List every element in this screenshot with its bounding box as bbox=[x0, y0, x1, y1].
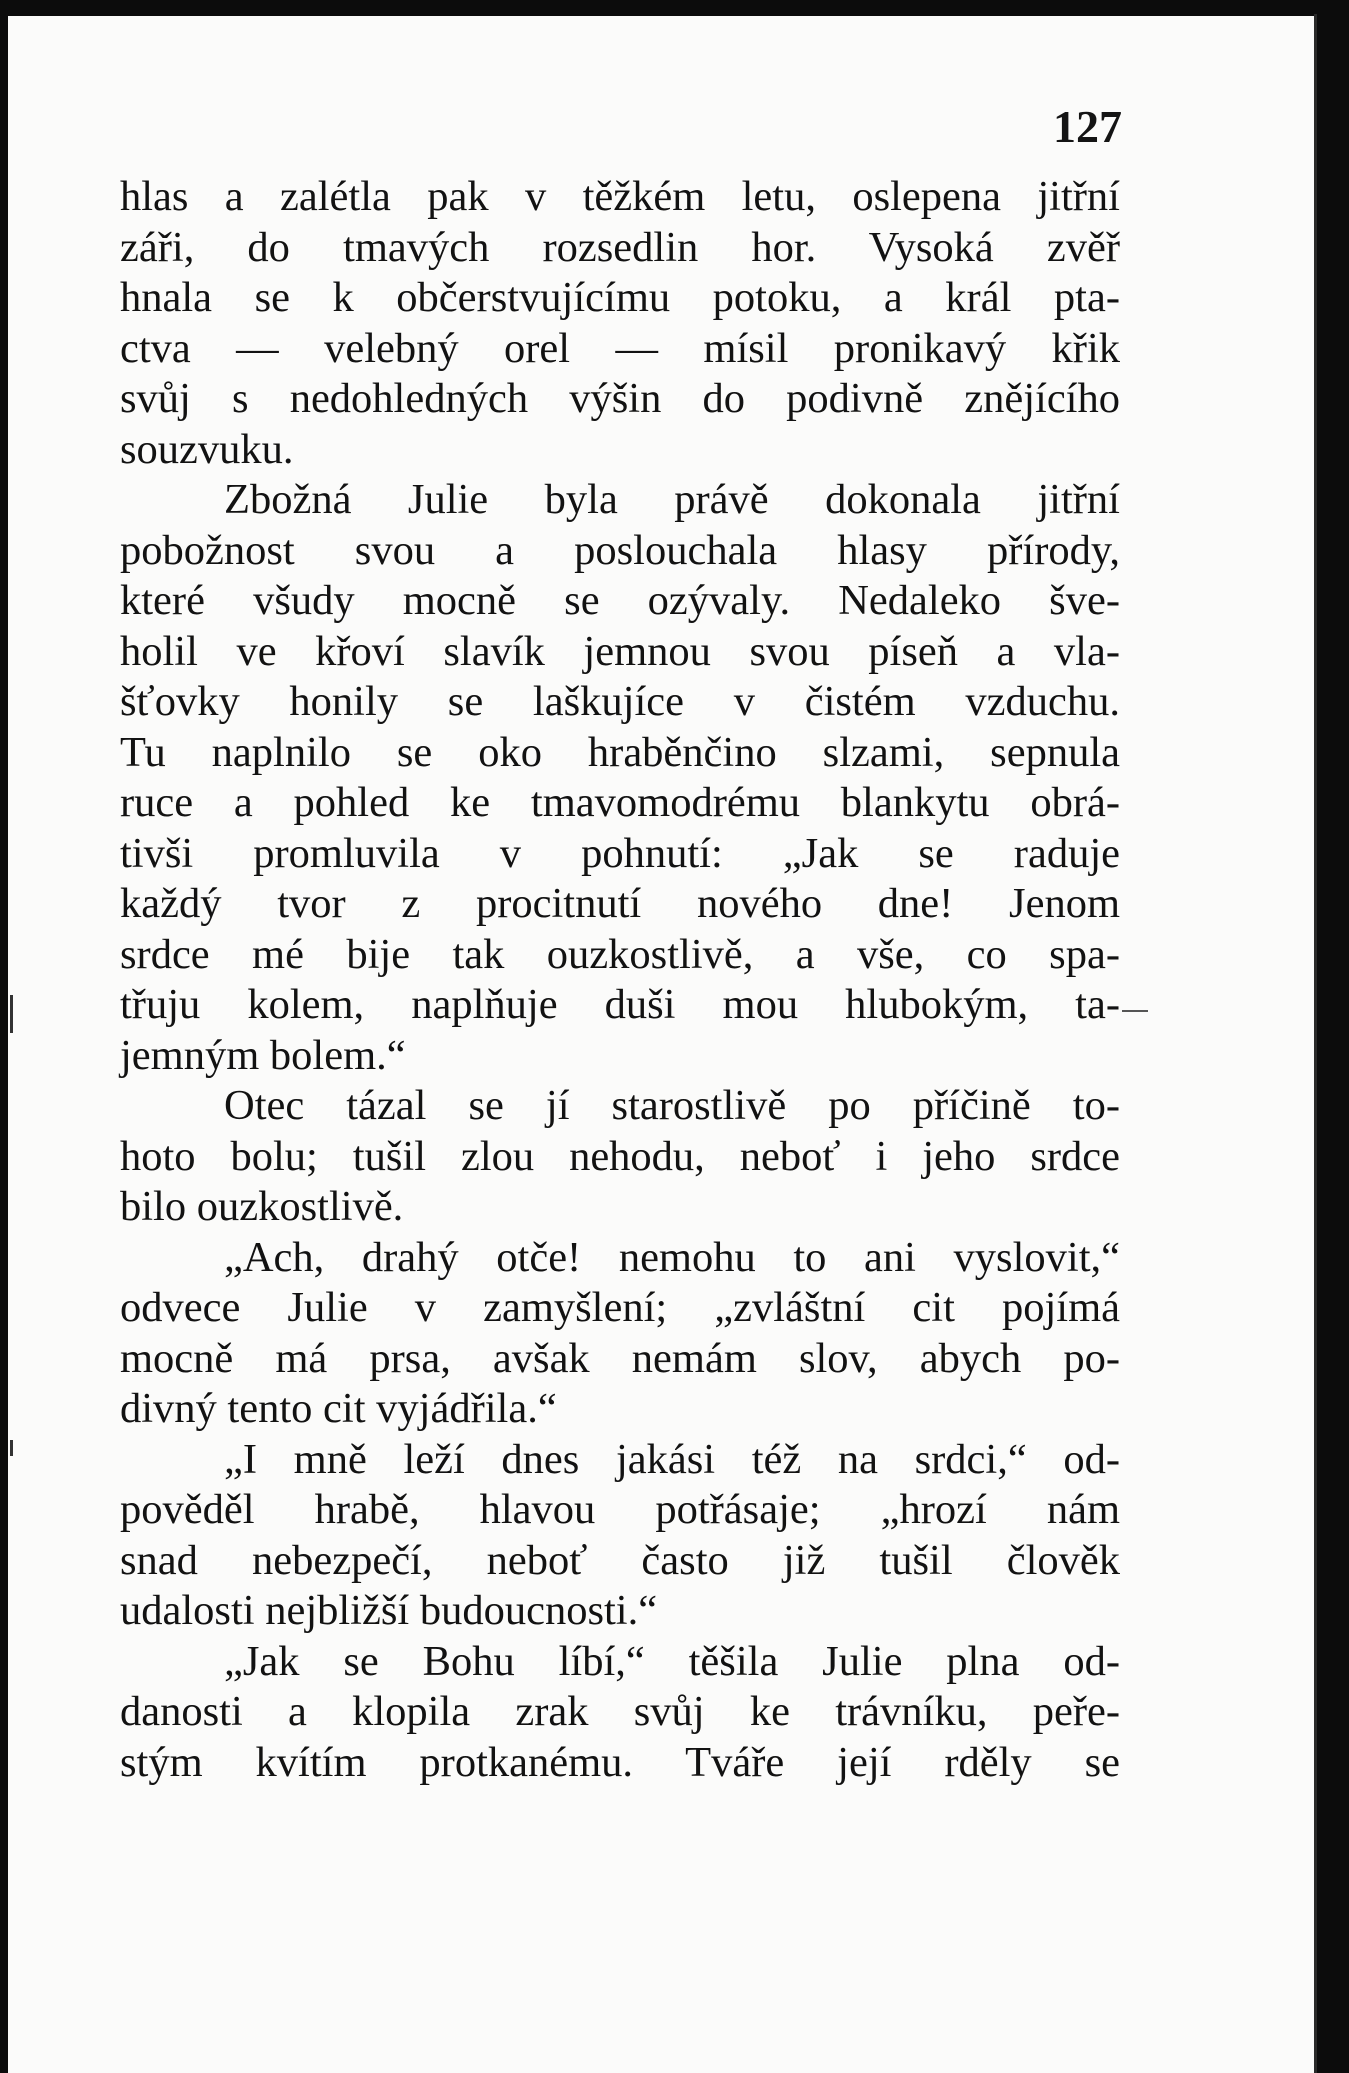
text-line: ctva — velebný orel — mísil pronikavý křik bbox=[120, 324, 1120, 372]
page-number: 127 bbox=[1053, 101, 1122, 152]
text-line: holil ve křoví slavík jemnou svou píseň a vla- bbox=[120, 627, 1120, 675]
text-line: bilo ouzkostlivě. bbox=[120, 1183, 404, 1230]
text-line: každý tvor z procitnutí nového dne! Jenom bbox=[120, 880, 1120, 927]
text-line: pověděl hrabě, hlavou potřásaje; „hrozí nám bbox=[120, 1486, 1120, 1533]
text-line: Otec tázal se jí starostlivě po příčině to- bbox=[224, 1082, 1120, 1129]
text-line: „I mně leží dnes jakási též na srdci,“ od- bbox=[224, 1435, 1120, 1483]
text-line: souzvuku. bbox=[120, 425, 294, 473]
text-line: divný tento cit vyjádřila.“ bbox=[120, 1385, 557, 1432]
text-line: jemným bolem.“ bbox=[120, 1031, 406, 1079]
text-line: které všudy mocně se ozývaly. Nedaleko šve- bbox=[120, 577, 1120, 624]
text-line: „Jak se Bohu líbí,“ těšila Julie plna od- bbox=[224, 1637, 1120, 1685]
scan-border-right bbox=[1317, 0, 1349, 2073]
body-text bbox=[120, 172, 1120, 1788]
stray-dash-mark bbox=[1122, 1010, 1148, 1012]
text-line: srdce mé bije tak ouzkostlivě, a vše, co spa- bbox=[120, 930, 1120, 978]
text-line: hoto bolu; tušil zlou nehodu, neboť i jeho srdce bbox=[120, 1132, 1120, 1180]
text-line: pobožnost svou a poslouchala hlasy přírody, bbox=[120, 526, 1120, 574]
text-line: svůj s nedohledných výšin do podivně znějícího bbox=[120, 375, 1120, 422]
margin-mark bbox=[10, 1440, 13, 1456]
scan-page-edge bbox=[1314, 14, 1317, 2073]
text-line: záři, do tmavých rozsedlin hor. Vysoká zvěř bbox=[120, 223, 1120, 271]
text-line: ruce a pohled ke tmavomodrému blankytu obrá- bbox=[120, 779, 1120, 826]
text-line: danosti a klopila zrak svůj ke trávníku, peře- bbox=[120, 1688, 1120, 1735]
text-line: hlas a zalétla pak v těžkém letu, oslepena jitřní bbox=[120, 173, 1120, 220]
text-line: hnala se k občerstvujícímu potoku, a král pta- bbox=[120, 274, 1120, 321]
text-line: šťovky honily se laškujíce v čistém vzduchu. bbox=[120, 678, 1120, 725]
text-line: udalosti nejbližší budoucnosti.“ bbox=[120, 1587, 658, 1634]
text-line: Zbožná Julie byla právě dokonala jitřní bbox=[224, 476, 1120, 523]
text-line: stým kvítím protkanému. Tváře její rděly se bbox=[120, 1738, 1120, 1786]
text-line: odvece Julie v zamyšlení; „zvláštní cit pojímá bbox=[120, 1284, 1120, 1331]
text-line: tivši promluvila v pohnutí: „Jak se raduje bbox=[120, 829, 1120, 877]
text-line: „Ach, drahý otče! nemohu to ani vyslovit,“ bbox=[224, 1233, 1120, 1281]
text-line: Tu naplnilo se oko hraběnčino slzami, sepnula bbox=[120, 728, 1120, 776]
scan-border-top bbox=[0, 0, 1349, 16]
text-line: snad nebezpečí, neboť často již tušil člověk bbox=[120, 1536, 1120, 1584]
text-line: třuju kolem, naplňuje duši mou hlubokým, ta- bbox=[120, 981, 1120, 1028]
text-line: mocně má prsa, avšak nemám slov, abych po- bbox=[120, 1334, 1120, 1382]
margin-mark bbox=[10, 995, 13, 1033]
scan-border-left bbox=[0, 0, 8, 2073]
